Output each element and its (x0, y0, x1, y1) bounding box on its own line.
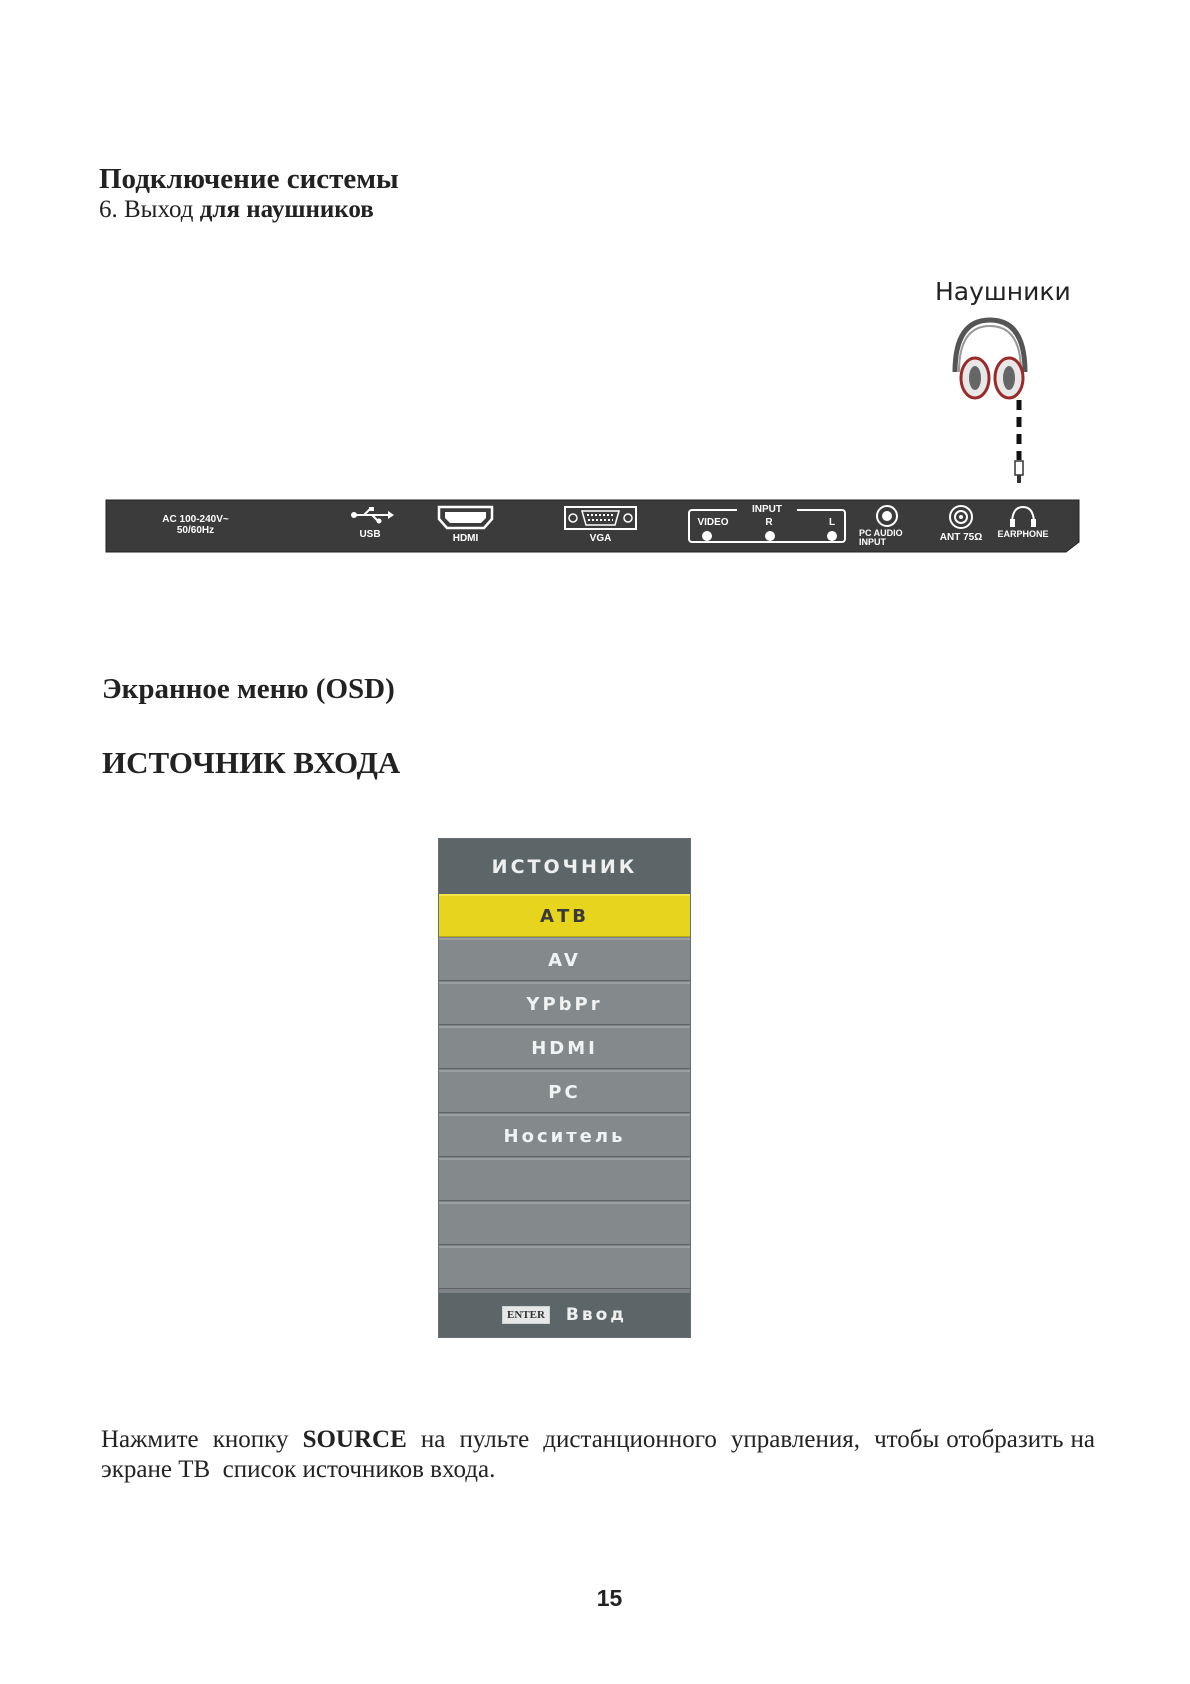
menu-item-hdmi[interactable]: HDMI (439, 1026, 690, 1069)
vga-port-icon (564, 506, 637, 530)
instruction-paragraph (101, 1425, 1102, 1485)
menu-title: ИСТОЧНИК (439, 839, 690, 894)
subtitle-bold: для наушников (199, 196, 374, 223)
page-number: 15 (596, 1585, 623, 1611)
earphone-label: EARPHONE (997, 529, 1049, 539)
input-group-label: INPUT (737, 505, 797, 516)
menu-item-empty-1 (439, 1158, 690, 1201)
source-key-name: SOURCE (302, 1426, 407, 1453)
section-subtitle (99, 197, 374, 222)
power-label (138, 515, 253, 536)
pc-audio-line1: PC AUDIO (859, 528, 903, 538)
tv-back-panel (104, 498, 1081, 553)
vga-label: VGA (589, 533, 612, 544)
enter-hint: Ввод (565, 1305, 628, 1325)
instruction-part1: Нажмите кнопку (101, 1426, 303, 1453)
pc-audio-label (859, 529, 919, 548)
osd-heading: Экранное меню (OSD) (102, 673, 395, 705)
menu-item-empty-3 (439, 1246, 690, 1289)
menu-item-media[interactable]: Носитель (439, 1114, 690, 1157)
audio-l-label: L (828, 517, 836, 528)
hdmi-label: HDMI (452, 533, 479, 544)
power-line2: 50/60Hz (176, 524, 215, 536)
antenna-jack-icon (948, 504, 974, 530)
source-menu (438, 838, 691, 1338)
usb-label: USB (359, 529, 381, 540)
enter-key-icon: ENTER (502, 1306, 550, 1324)
menu-item-empty-2 (439, 1202, 690, 1245)
ant-label: ANT 75Ω (939, 532, 983, 543)
video-label: VIDEO (697, 517, 729, 528)
subtitle-prefix: 6. Выход (99, 196, 200, 223)
menu-footer (439, 1293, 690, 1337)
instruction-part2: на пульте дистанционного управления, чтобы отобразить на экране ТВ список источников входа. (101, 1426, 1102, 1483)
menu-item-atv[interactable]: АТВ (439, 894, 690, 937)
section-title: Подключение системы (99, 163, 399, 195)
pc-audio-jack-icon (875, 504, 899, 528)
hdmi-port-icon (437, 505, 494, 530)
menu-item-ypbpr[interactable]: YPbPr (439, 982, 690, 1025)
menu-item-pc[interactable]: PC (439, 1070, 690, 1113)
headphones-icon (945, 312, 1035, 487)
earphone-icon (1008, 504, 1038, 528)
pc-audio-line2: INPUT (859, 537, 886, 548)
usb-icon (350, 506, 394, 524)
headphones-label: Наушники (935, 277, 1071, 306)
menu-item-av[interactable]: AV (439, 938, 690, 981)
power-line1: AC 100-240V~ (162, 514, 229, 525)
audio-r-label: R (765, 517, 773, 528)
source-heading: ИСТОЧНИК ВХОДА (102, 745, 401, 780)
